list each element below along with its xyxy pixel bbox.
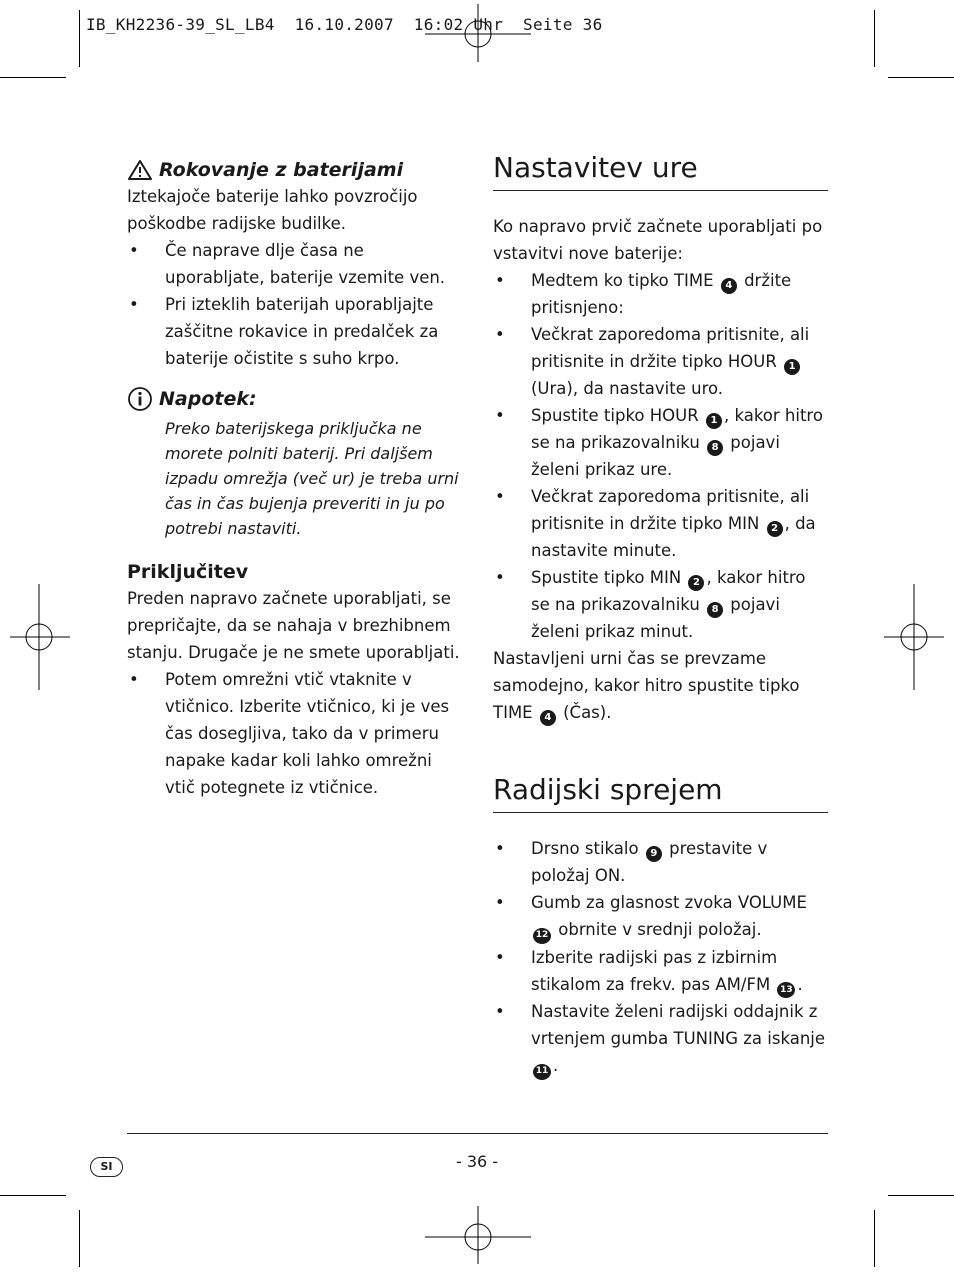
crop-mark xyxy=(79,10,80,67)
connect-list xyxy=(127,666,462,801)
crop-mark xyxy=(0,1195,66,1196)
clock-heading: Nastavitev ure xyxy=(493,148,828,191)
list-item: • Izberite radijski pas z izbirnim stikalom za frekv. pas AM/FM 13 . xyxy=(493,944,828,999)
number-badge: 8 xyxy=(707,440,723,456)
crop-mark xyxy=(79,1210,80,1267)
list-item: • Gumb za glasnost zvoka VOLUME 12 obrnite v srednji položaj. xyxy=(493,889,828,944)
warning-list xyxy=(127,237,462,372)
number-badge: 2 xyxy=(767,521,783,537)
list-item: • Spustite tipko HOUR 1 , kakor hitro se na prikazovalniku 8 pojavi želeni prikaz ure. xyxy=(493,402,828,483)
note-heading-text: Napotek: xyxy=(159,388,257,410)
registration-mark-right xyxy=(884,584,944,690)
clock-outro: Nastavljeni urni čas se prevzame samodejno, kakor hitro spustite tipko TIME 4 (Čas). xyxy=(493,645,828,726)
list-item: • Potem omrežni vtič vtaknite v vtičnico. Izberite vtičnico, ki je ves čas dosegljiva, tako da v primeru napake kadar koli lahko omrežni vtič potegnete iz vtičnice. xyxy=(127,666,462,801)
list-item: • Spustite tipko MIN 2 , kakor hitro se na prikazovalniku 8 pojavi želeni prikaz minut. xyxy=(493,564,828,645)
language-badge: SI xyxy=(90,1157,123,1177)
number-badge: 1 xyxy=(706,413,722,429)
number-badge: 11 xyxy=(533,1064,551,1080)
connect-heading: Priključitev xyxy=(127,561,249,583)
crop-mark xyxy=(874,1210,875,1267)
registration-mark-top xyxy=(425,2,531,62)
list-item: • Drsno stikalo 9 prestavite v položaj ON. xyxy=(493,835,828,889)
radio-list xyxy=(493,835,828,1080)
number-badge: 9 xyxy=(646,846,662,862)
list-item: • Večkrat zaporedoma pritisnite, ali pritisnite in držite tipko MIN 2 , da nastavite minute. xyxy=(493,483,828,564)
warning-intro: Iztekajoče baterije lahko povzročijo poškodbe radijske budilke. xyxy=(127,187,418,233)
crop-mark xyxy=(0,77,66,78)
clock-list xyxy=(493,267,828,645)
left-column xyxy=(127,157,462,801)
footer-rule xyxy=(127,1133,828,1134)
warning-triangle-icon xyxy=(127,159,153,181)
right-column xyxy=(493,148,828,1080)
note-text: Preko baterijskega priključka ne morete polniti baterij. Pri daljšem izpadu omrežja (več ur) je treba urni čas in čas bujenja preveriti in ju po potrebi nastaviti. xyxy=(165,419,459,538)
number-badge: 8 xyxy=(707,602,723,618)
note-heading xyxy=(127,386,462,412)
number-badge: 12 xyxy=(533,928,551,944)
number-badge: 4 xyxy=(540,710,556,726)
registration-mark-bottom xyxy=(425,1206,531,1266)
clock-intro: Ko napravo prvič začnete uporabljati po vstavitvi nove baterije: xyxy=(493,217,823,263)
crop-mark xyxy=(874,10,875,67)
number-badge: 13 xyxy=(777,982,795,998)
crop-mark xyxy=(888,77,954,78)
info-icon xyxy=(127,386,153,412)
number-badge: 1 xyxy=(784,359,800,375)
warning-heading-text: Rokovanje z baterijami xyxy=(159,159,404,181)
list-item: • Nastavite želeni radijski oddajnik z vrtenjem gumba TUNING za iskanje 11 . xyxy=(493,998,828,1080)
list-item: • Pri izteklih baterijah uporabljajte zaščitne rokavice in predalček za baterije očistite s suho krpo. xyxy=(127,291,462,372)
number-badge: 2 xyxy=(688,575,704,591)
registration-mark-left xyxy=(10,584,70,690)
radio-heading: Radijski sprejem xyxy=(493,770,828,813)
number-badge: 4 xyxy=(721,278,737,294)
print-slug: IB_KH2236-39_SL_LB4 16.10.2007 16:02 Uhr Seite 36 xyxy=(86,15,603,34)
page-number: - 36 - xyxy=(455,1152,499,1171)
list-item: • Medtem ko tipko TIME 4 držite pritisnjeno: xyxy=(493,267,828,321)
list-item: • Večkrat zaporedoma pritisnite, ali pritisnite in držite tipko HOUR 1 (Ura), da nastavite uro. xyxy=(493,321,828,402)
list-item: • Če naprave dlje časa ne uporabljate, baterije vzemite ven. xyxy=(127,237,462,291)
crop-mark xyxy=(888,1195,954,1196)
warning-heading xyxy=(127,157,462,183)
connect-intro: Preden napravo začnete uporabljati, se prepričajte, da se nahaja v brezhibnem stanju. Drugače je ne smete uporabljati. xyxy=(127,589,460,662)
